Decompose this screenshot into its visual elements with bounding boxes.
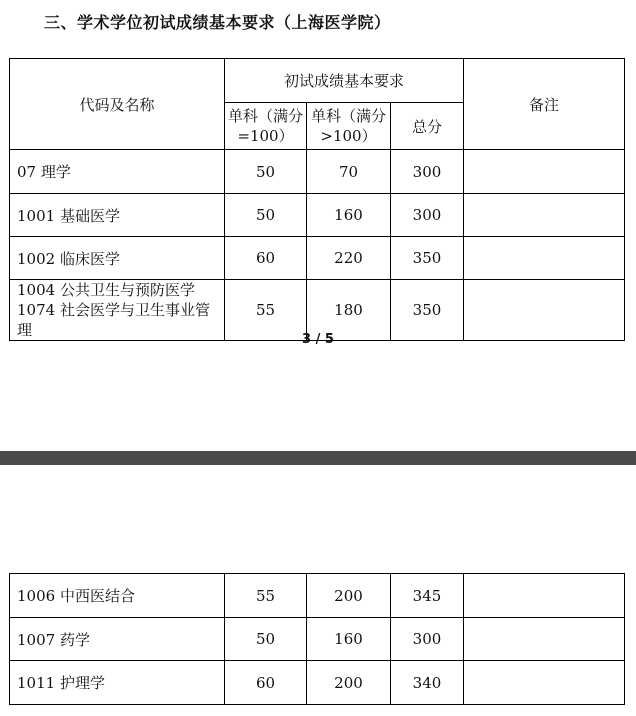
- row-name: 1011 护理学: [10, 661, 225, 705]
- header-total: 总分: [391, 103, 464, 150]
- row-name-line-2: 1074 社会医学与卫生事业管理: [17, 301, 210, 339]
- row-remark: [464, 618, 625, 661]
- score-table-page-4: [9, 573, 625, 705]
- page-divider: [0, 451, 636, 465]
- header-single-subject-100: 单科（满分=100）: [225, 103, 307, 150]
- page-number: 3 / 5: [302, 332, 334, 347]
- row-single-subject-100: 55: [225, 574, 307, 618]
- row-total: 350: [391, 237, 464, 280]
- row-name: 1006 中西医结合: [10, 574, 225, 618]
- row-single-subject-over-100: 70: [307, 150, 391, 194]
- row-total: 300: [391, 194, 464, 237]
- row-single-subject-over-100: 200: [307, 661, 391, 705]
- table-row: [10, 150, 625, 194]
- table-row: [10, 194, 625, 237]
- row-remark: [464, 194, 625, 237]
- row-single-subject-over-100: 200: [307, 574, 391, 618]
- row-single-subject-over-100: 220: [307, 237, 391, 280]
- row-total: 345: [391, 574, 464, 618]
- row-total: 350: [391, 280, 464, 341]
- table-row: [10, 661, 625, 705]
- row-remark: [464, 661, 625, 705]
- row-total: 300: [391, 150, 464, 194]
- row-single-subject-over-100: 160: [307, 194, 391, 237]
- header-single-subject-over-100: 单科（满分>100）: [307, 103, 391, 150]
- table-row: [10, 618, 625, 661]
- row-single-subject-100: 55: [225, 280, 307, 341]
- section-heading: 三、学术学位初试成绩基本要求（上海医学院）: [44, 13, 391, 32]
- row-remark: [464, 574, 625, 618]
- row-single-subject-100: 60: [225, 237, 307, 280]
- row-single-subject-100: 60: [225, 661, 307, 705]
- header-remark: 备注: [464, 59, 625, 150]
- row-remark: [464, 237, 625, 280]
- row-name: 1001 基础医学: [10, 194, 225, 237]
- table-row: [10, 237, 625, 280]
- row-single-subject-100: 50: [225, 194, 307, 237]
- row-single-subject-100: 50: [225, 150, 307, 194]
- row-name: 07 理学: [10, 150, 225, 194]
- row-remark: [464, 150, 625, 194]
- score-table-page-3: [9, 58, 625, 341]
- row-single-subject-over-100: 160: [307, 618, 391, 661]
- row-single-subject-100: 50: [225, 618, 307, 661]
- row-single-subject-over-100: 180: [307, 280, 391, 341]
- row-total: 300: [391, 618, 464, 661]
- header-code-name: 代码及名称: [10, 59, 225, 150]
- row-name: 1007 药学: [10, 618, 225, 661]
- header-score-requirements: 初试成绩基本要求: [225, 59, 464, 103]
- table-row: [10, 574, 625, 618]
- row-total: 340: [391, 661, 464, 705]
- row-name-line-1: 1004 公共卫生与预防医学: [17, 281, 195, 299]
- row-name: 1002 临床医学: [10, 237, 225, 280]
